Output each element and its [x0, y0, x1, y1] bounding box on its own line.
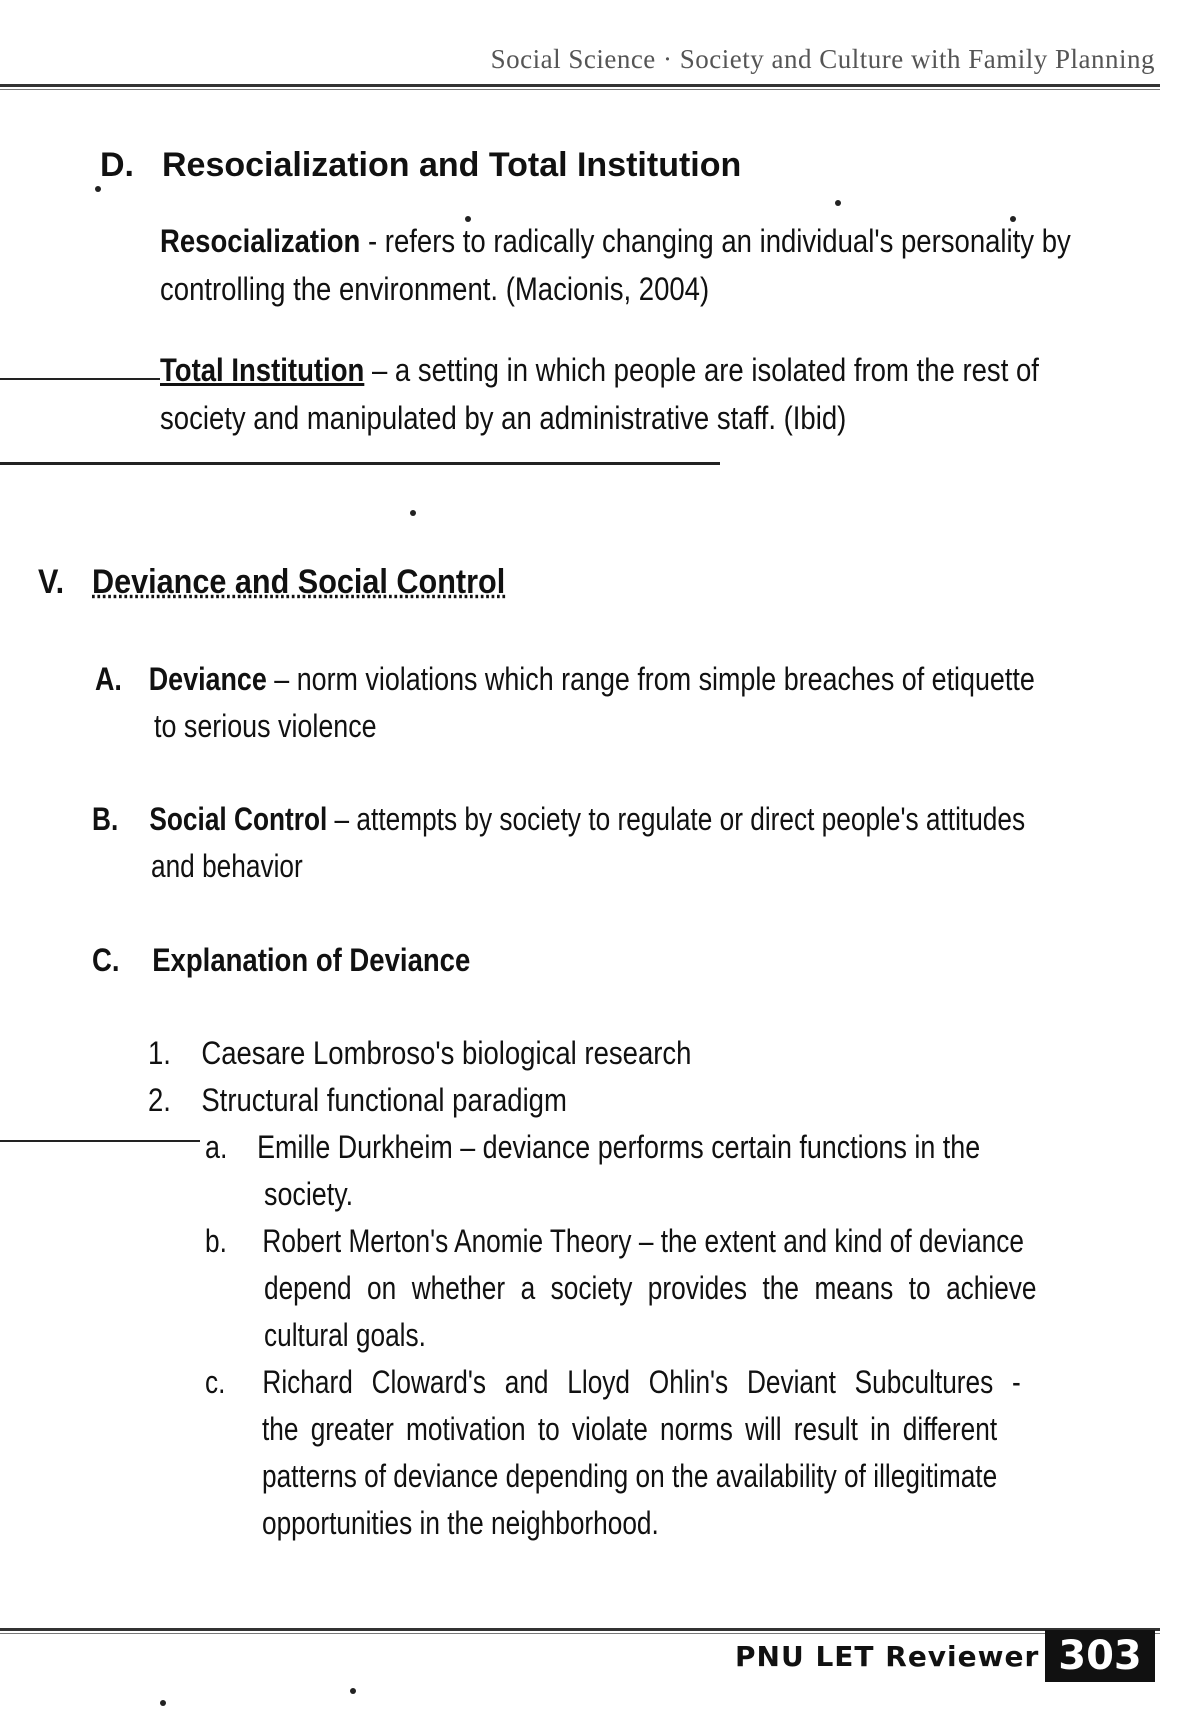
item-c-title: Explanation of Deviance [152, 942, 471, 978]
paradigm-a-text: Emille Durkheim – deviance performs certain functions in the [257, 1129, 981, 1165]
footer-rule [0, 1628, 1160, 1631]
item-a-label: A. [95, 661, 122, 697]
header-rule [0, 84, 1160, 87]
explanation-2-text: Structural functional paradigm [201, 1082, 567, 1118]
section-v-heading [38, 563, 505, 602]
item-a-line-2: to serious violence [154, 708, 377, 744]
underline-mark [0, 1140, 200, 1142]
section-v-label: V. [38, 563, 65, 601]
paradigm-c-line-2: the greater motivation to violate norms will result in different [262, 1411, 998, 1447]
item-a-line-1 [95, 656, 1035, 703]
paradigm-c-line-1 [205, 1359, 1021, 1406]
scan-speck [465, 216, 471, 222]
item-b-label: B. [92, 801, 119, 837]
underline-mark [0, 378, 160, 380]
item-b-def: – attempts by society to regulate or direct people's attitudes [327, 801, 1026, 837]
item-a-def: – norm violations which range from simple breaches of etiquette [266, 661, 1035, 697]
section-v-title: Deviance and Social Control [92, 563, 506, 601]
resocialization-term: Resocialization [160, 223, 361, 259]
header-rule-thin [0, 89, 1160, 90]
total-institution-line-1 [160, 347, 1039, 394]
scan-speck [410, 510, 416, 516]
explanation-2-label: 2. [148, 1082, 171, 1118]
scan-speck [350, 1688, 356, 1694]
total-institution-term: Total Institution [160, 352, 365, 388]
paradigm-b-line-3: cultural goals. [264, 1317, 426, 1353]
running-header: Social Science · Society and Culture with Family Planning [490, 44, 1155, 74]
total-institution-def: – a setting in which people are isolated from the rest of [364, 352, 1039, 388]
underline-mark [0, 462, 720, 465]
explanation-1-label: 1. [148, 1035, 171, 1071]
item-a-term: Deviance [148, 661, 267, 697]
scan-speck [160, 1700, 166, 1706]
scan-speck [95, 186, 101, 192]
footer-title: PNU LET Reviewer [735, 1640, 1040, 1673]
resocialization-line-2: controlling the environment. (Macionis, 2004) [160, 271, 710, 307]
total-institution-line-2: society and manipulated by an administrative staff. (Ibid) [160, 400, 847, 436]
paradigm-c-text: Richard Cloward's and Lloyd Ohlin's Deviant Subcultures - [262, 1364, 1021, 1400]
paradigm-c-line-4: opportunities in the neighborhood. [262, 1505, 659, 1541]
paradigm-b-line-1 [205, 1218, 1024, 1265]
paradigm-c-line-3: patterns of deviance depending on the availability of illegitimate [262, 1458, 998, 1494]
paradigm-a-line-1 [205, 1124, 980, 1171]
item-b-term: Social Control [149, 801, 328, 837]
footer-rule-thin [0, 1633, 1160, 1634]
paradigm-b-line-2: depend on whether a society provides the means to achieve [264, 1270, 1037, 1306]
paradigm-a-label: a. [205, 1129, 228, 1165]
item-c-label: C. [92, 942, 120, 978]
explanation-1 [148, 1030, 691, 1077]
scan-speck [835, 200, 841, 206]
resocialization-def: - refers to radically changing an individual's personality by [360, 223, 1071, 259]
page-number: 303 [1045, 1630, 1155, 1682]
item-b-line-1 [92, 796, 1025, 843]
resocialization-line-1 [160, 218, 1071, 265]
explanation-2 [148, 1077, 567, 1124]
scan-speck [1010, 216, 1016, 222]
section-d-title: Resocialization and Total Institution [162, 146, 742, 184]
paradigm-a-line-2: society. [264, 1176, 354, 1212]
paradigm-b-label: b. [205, 1223, 227, 1259]
paradigm-c-label: c. [205, 1364, 226, 1400]
section-d-heading [100, 146, 741, 185]
section-d-label: D. [100, 146, 134, 184]
paradigm-b-text: Robert Merton's Anomie Theory – the extent and kind of deviance [262, 1223, 1024, 1259]
item-b-line-2: and behavior [151, 848, 303, 884]
explanation-1-text: Caesare Lombroso's biological research [201, 1035, 692, 1071]
item-c-heading [92, 937, 470, 984]
